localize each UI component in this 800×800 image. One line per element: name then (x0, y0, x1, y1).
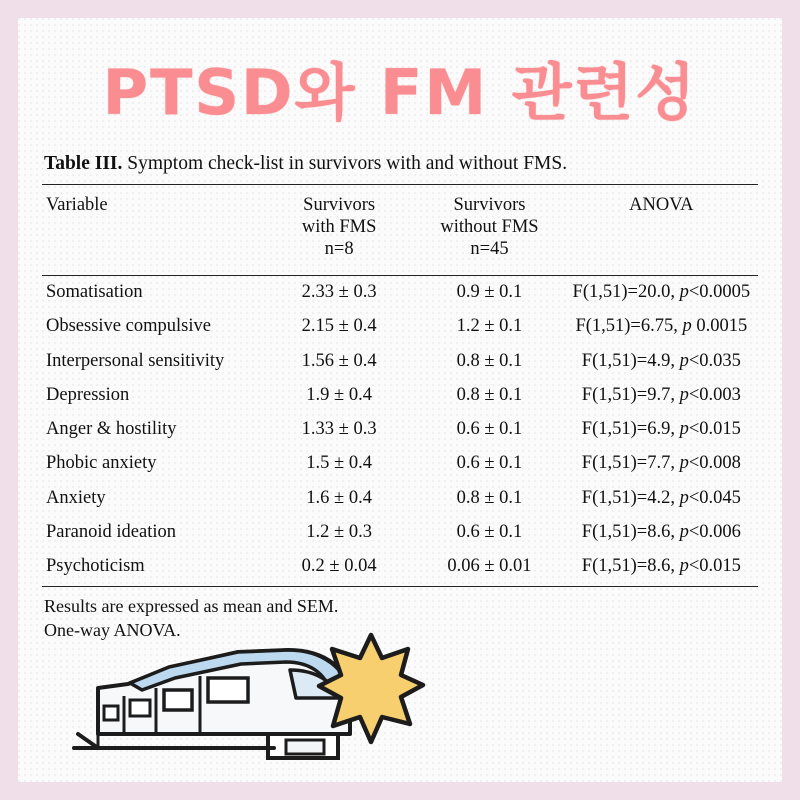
cell-variable: Psychoticism (46, 556, 145, 577)
cell-variable: Interpersonal sensitivity (46, 350, 225, 371)
column-header-without-fms-l3: n=45 (470, 238, 509, 259)
column-header-with-fms-l2: with FMS (301, 216, 377, 237)
anova-post: <0.045 (688, 487, 741, 508)
column-header-without-fms-l1: Survivors (453, 195, 526, 216)
column-header-variable (42, 185, 264, 275)
anova-p: p (679, 384, 689, 405)
symptom-checklist-table (42, 185, 758, 586)
cell-anova (565, 310, 758, 344)
column-header-without-fms (414, 185, 564, 275)
anova-p: p (679, 350, 689, 371)
table-caption-label: Table III. (44, 153, 123, 175)
cell-with-fms: 0.2 ± 0.04 (301, 556, 377, 577)
anova-post: <0.006 (688, 521, 741, 542)
anova-post: <0.015 (688, 556, 741, 577)
cell-anova (565, 515, 758, 549)
cell-without-fms: 0.8 ± 0.1 (456, 350, 523, 371)
cell-anova (565, 447, 758, 481)
anova-pre: F(1,51)=7.7, (581, 453, 680, 474)
anova-p: p (679, 453, 689, 474)
cell-anova (565, 275, 758, 310)
table-block (42, 143, 758, 642)
impact-star-illustration (316, 631, 426, 746)
cell-without-fms: 1.2 ± 0.1 (456, 316, 523, 337)
table-row (42, 344, 758, 378)
column-header-with-fms-l3: n=8 (324, 238, 354, 259)
anova-post: <0.015 (688, 419, 741, 440)
anova-p: p (679, 419, 689, 440)
anova-p: p (682, 316, 692, 337)
anova-pre: F(1,51)=9.7, (581, 384, 680, 405)
table-header-row (42, 185, 758, 275)
cell-with-fms: 1.2 ± 0.3 (306, 521, 372, 542)
table-row (42, 310, 758, 344)
column-header-with-fms-l1: Survivors (303, 195, 376, 216)
table-row (42, 447, 758, 481)
document-sheet (18, 18, 782, 782)
cell-without-fms: 0.6 ± 0.1 (456, 453, 523, 474)
anova-pre: F(1,51)=20.0, (572, 282, 680, 303)
anova-p: p (679, 282, 689, 303)
table-row (42, 515, 758, 549)
cell-with-fms: 2.33 ± 0.3 (301, 282, 377, 303)
table-row (42, 378, 758, 412)
table-caption (42, 143, 758, 185)
column-header-anova-l1: ANOVA (629, 195, 694, 216)
table-row (42, 275, 758, 310)
anova-pre: F(1,51)=4.9, (581, 350, 680, 371)
cell-variable: Anger & hostility (46, 419, 177, 440)
anova-post: <0.035 (688, 350, 741, 371)
cell-with-fms: 1.33 ± 0.3 (301, 419, 377, 440)
table-caption-text: Symptom check-list in survivors with and without FMS. (122, 153, 568, 175)
cell-with-fms: 1.56 ± 0.4 (301, 350, 377, 371)
cell-anova (565, 344, 758, 378)
anova-pre: F(1,51)=6.75, (575, 316, 683, 337)
table-row (42, 481, 758, 515)
cell-with-fms: 2.15 ± 0.4 (301, 316, 377, 337)
anova-p: p (679, 521, 689, 542)
cell-variable: Obsessive compulsive (46, 316, 211, 337)
table-row (42, 550, 758, 587)
anova-pre: F(1,51)=4.2, (581, 487, 680, 508)
cell-anova (565, 413, 758, 447)
cell-without-fms: 0.6 ± 0.1 (456, 419, 523, 440)
star-burst-icon (316, 631, 426, 746)
cell-with-fms: 1.6 ± 0.4 (306, 487, 372, 508)
cell-without-fms: 0.8 ± 0.1 (456, 384, 523, 405)
cell-without-fms: 0.8 ± 0.1 (456, 487, 523, 508)
table-body (42, 275, 758, 586)
cell-with-fms: 1.9 ± 0.4 (306, 384, 372, 405)
cell-without-fms: 0.06 ± 0.01 (447, 556, 532, 577)
anova-pre: F(1,51)=6.9, (581, 419, 680, 440)
table-row (42, 413, 758, 447)
cell-anova (565, 378, 758, 412)
anova-post: <0.0005 (688, 282, 751, 303)
table-head (42, 185, 758, 275)
cell-variable: Phobic anxiety (46, 453, 157, 474)
footnote-line: One-way ANOVA. (44, 619, 181, 640)
anova-post: 0.0015 (691, 316, 748, 337)
anova-p: p (679, 487, 689, 508)
cell-without-fms: 0.9 ± 0.1 (456, 282, 523, 303)
cell-variable: Paranoid ideation (46, 521, 176, 542)
anova-pre: F(1,51)=8.6, (581, 556, 680, 577)
page-title: PTSD와 FM 관련성 (102, 56, 698, 129)
cell-anova (565, 481, 758, 515)
anova-p: p (679, 556, 689, 577)
column-header-with-fms (264, 185, 414, 275)
cell-variable: Somatisation (46, 282, 143, 303)
cell-variable: Depression (46, 384, 130, 405)
cell-with-fms: 1.5 ± 0.4 (306, 453, 372, 474)
cell-without-fms: 0.6 ± 0.1 (456, 521, 523, 542)
footnote-line: Results are expressed as mean and SEM. (44, 596, 339, 617)
cell-anova (565, 550, 758, 587)
anova-post: <0.003 (688, 384, 741, 405)
column-header-without-fms-l2: without FMS (440, 216, 539, 237)
column-header-anova (565, 185, 758, 275)
anova-post: <0.008 (688, 453, 741, 474)
anova-pre: F(1,51)=8.6, (581, 521, 680, 542)
cell-variable: Anxiety (46, 487, 106, 508)
column-header-variable-l1: Variable (46, 195, 108, 216)
